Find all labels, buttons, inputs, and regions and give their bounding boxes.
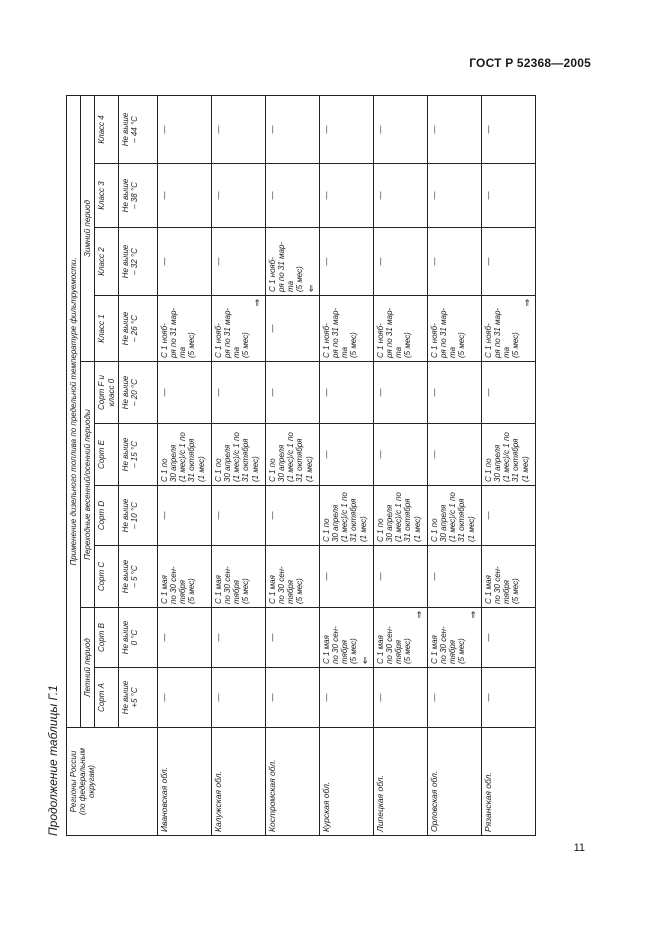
- empty-cell-dash: [481, 486, 535, 546]
- cell-text: —: [429, 572, 439, 581]
- period-cell: [157, 296, 211, 362]
- cell-text: С 1 мая по 30 сен- тября (5 мес): [159, 566, 197, 604]
- empty-cell-dash: [427, 424, 481, 486]
- grade-header: Сорт E: [95, 424, 118, 486]
- temperature-limit-header: Не выше – 44 °С: [118, 95, 157, 163]
- cell-text: С 1 мая по 30 сен- тября (5 мес): [429, 626, 467, 664]
- cell-text: —: [375, 388, 385, 397]
- cell-text: —: [267, 633, 277, 642]
- temperature-limit-header: Не выше – 15 °С: [118, 424, 157, 486]
- cell-text: С 1 нояб- ря по 31 мар- та (5 мес): [213, 307, 251, 358]
- empty-cell-dash: [265, 95, 319, 163]
- table-row: [481, 95, 535, 835]
- grade-header: Сорт C: [95, 546, 118, 608]
- empty-cell-dash: [211, 668, 265, 728]
- cell-text: С 1 мая по 30 сен- тября (5 мес): [321, 626, 359, 664]
- cell-text: —: [321, 257, 331, 266]
- cell-text: —: [375, 693, 385, 702]
- period-cell: [481, 424, 535, 486]
- period-cell: [265, 228, 319, 296]
- empty-cell-dash: [427, 362, 481, 424]
- empty-cell-dash: [157, 486, 211, 546]
- cell-text: —: [159, 693, 169, 702]
- period-cell: [319, 608, 373, 668]
- cell-text: —: [267, 125, 277, 134]
- region-name: Ивановская обл.: [157, 728, 211, 836]
- empty-cell-dash: [427, 228, 481, 296]
- empty-cell-dash: [157, 362, 211, 424]
- cell-text: —: [483, 633, 493, 642]
- region-name: Рязанская обл.: [481, 728, 535, 836]
- temperature-limit-header: Не выше 0 °С: [118, 608, 157, 668]
- table-row: [157, 95, 211, 835]
- empty-cell-dash: [373, 424, 427, 486]
- cell-text: —: [213, 633, 223, 642]
- region-name: Орловская обл.: [427, 728, 481, 836]
- temperature-limit-header: Не выше – 5 °С: [118, 546, 157, 608]
- period-cell: [211, 546, 265, 608]
- empty-cell-dash: [157, 228, 211, 296]
- grade-header: Класс 2: [95, 228, 118, 296]
- temperature-limit-header: Не выше – 20 °С: [118, 362, 157, 424]
- grade-header-row: [95, 95, 118, 835]
- cell-text: —: [483, 511, 493, 520]
- cell-text: —: [321, 693, 331, 702]
- empty-cell-dash: [373, 228, 427, 296]
- empty-cell-dash: [157, 608, 211, 668]
- cell-text: —: [483, 388, 493, 397]
- period-cell: [481, 546, 535, 608]
- cell-text: —: [375, 450, 385, 459]
- grade-header: Сорт A: [95, 668, 118, 728]
- cell-text: —: [429, 693, 439, 702]
- cell-text: С 1 по 30 апреля (1 мес)/с 1 по 31 октября (1 мес): [429, 492, 476, 542]
- cell-text: —: [375, 572, 385, 581]
- cell-text: —: [429, 191, 439, 200]
- empty-cell-dash: [319, 228, 373, 296]
- empty-cell-dash: [481, 362, 535, 424]
- empty-cell-dash: [211, 164, 265, 228]
- arrow-right-icon: ⇒: [413, 611, 424, 619]
- empty-cell-dash: [373, 546, 427, 608]
- cell-text: —: [213, 191, 223, 200]
- arrow-left-icon: ⇐: [359, 656, 370, 664]
- page-number: 11: [573, 842, 585, 854]
- temperature-limit-header: Не выше +5 °С: [118, 668, 157, 728]
- cell-text: С 1 мая по 30 сен- тября (5 мес): [267, 566, 305, 604]
- arrow-left-icon: ⇐: [305, 284, 316, 292]
- cell-text: —: [429, 388, 439, 397]
- cell-text: С 1 мая по 30 сен- тября (5 мес): [375, 626, 413, 664]
- limit-header-row: [118, 95, 157, 835]
- cell-text: С 1 нояб- ря по 31 мар- та (5 мес): [321, 307, 359, 358]
- cell-text: —: [267, 693, 277, 702]
- period-cell: [373, 486, 427, 546]
- rotated-table-page: [46, 96, 588, 836]
- table-row: [211, 95, 265, 835]
- cell-text: —: [483, 257, 493, 266]
- cell-text: С 1 нояб- ря по 31 мар- та (5 мес): [429, 307, 467, 358]
- cell-text: —: [429, 257, 439, 266]
- region-name: Липецкая обл.: [373, 728, 427, 836]
- empty-cell-dash: [481, 95, 535, 163]
- empty-cell-dash: [265, 608, 319, 668]
- cell-text: С 1 по 30 апреля (1 мес)/с 1 по 31 октября (1 мес): [375, 492, 422, 542]
- period-cell: [373, 608, 427, 668]
- empty-cell-dash: [481, 668, 535, 728]
- cell-text: —: [159, 257, 169, 266]
- empty-cell-dash: [427, 546, 481, 608]
- period-cell: [373, 296, 427, 362]
- region-name: Костромская обл.: [265, 728, 319, 836]
- table-continuation-caption: Продолжение таблицы Г.1: [46, 685, 60, 836]
- region-name: Калужская обл.: [211, 728, 265, 836]
- cell-text: —: [483, 693, 493, 702]
- cell-text: —: [429, 450, 439, 459]
- empty-cell-dash: [157, 164, 211, 228]
- cell-text: С 1 по 30 апреля (1 мес)/с 1 по 31 октября (1 мес): [159, 432, 206, 482]
- cell-text: —: [429, 125, 439, 134]
- summer-period-header: Летний период: [81, 608, 95, 728]
- winter-period-header: Зимний период: [81, 95, 95, 361]
- cell-text: —: [159, 125, 169, 134]
- cell-text: —: [267, 511, 277, 520]
- empty-cell-dash: [319, 546, 373, 608]
- empty-cell-dash: [265, 668, 319, 728]
- cell-text: С 1 мая по 30 сен- тября (5 мес): [213, 566, 251, 604]
- cell-text: С 1 по 30 апреля (1 мес)/с 1 по 31 октября (1 мес): [483, 432, 530, 482]
- arrow-right-icon: ⇒: [467, 611, 478, 619]
- empty-cell-dash: [211, 362, 265, 424]
- empty-cell-dash: [211, 228, 265, 296]
- empty-cell-dash: [211, 486, 265, 546]
- period-cell: [319, 486, 373, 546]
- table-row: [319, 95, 373, 835]
- temperature-limit-header: Не выше – 32 °С: [118, 228, 157, 296]
- period-cell: [157, 424, 211, 486]
- cell-text: —: [321, 191, 331, 200]
- transitional-period-header: Переходные весенний/осенний периоды: [81, 362, 95, 608]
- empty-cell-dash: [211, 95, 265, 163]
- period-cell: [427, 486, 481, 546]
- cell-text: —: [483, 191, 493, 200]
- empty-cell-dash: [427, 95, 481, 163]
- grade-header: Класс 4: [95, 95, 118, 163]
- empty-cell-dash: [157, 668, 211, 728]
- period-cell: [319, 296, 373, 362]
- empty-cell-dash: [481, 228, 535, 296]
- empty-cell-dash: [427, 164, 481, 228]
- table-body: [157, 95, 535, 835]
- empty-cell-dash: [265, 164, 319, 228]
- grade-header: Сорт B: [95, 608, 118, 668]
- table-row: [373, 95, 427, 835]
- cell-text: С 1 по 30 апреля (1 мес)/с 1 по 31 октября (1 мес): [267, 432, 314, 482]
- empty-cell-dash: [319, 95, 373, 163]
- cell-text: —: [213, 693, 223, 702]
- cell-text: —: [321, 450, 331, 459]
- cell-text: С 1 нояб- ря по 31 мар- та (5 мес): [483, 307, 521, 358]
- period-cell: [265, 424, 319, 486]
- cell-text: —: [267, 324, 277, 333]
- period-cell: [211, 424, 265, 486]
- cell-text: С 1 нояб- ря по 31 мар- та (5 мес): [267, 241, 305, 292]
- cell-text: —: [375, 191, 385, 200]
- cell-text: С 1 нояб- ря по 31 мар- та (5 мес): [375, 307, 413, 358]
- temperature-limit-header: Не выше – 26 °С: [118, 296, 157, 362]
- period-cell: [157, 546, 211, 608]
- region-header: Регионы России (по федеральным округам): [67, 728, 158, 836]
- grade-header: Класс 1: [95, 296, 118, 362]
- period-cell: [427, 608, 481, 668]
- cell-text: —: [213, 511, 223, 520]
- cell-text: С 1 мая по 30 сен- тября (5 мес): [483, 566, 521, 604]
- cell-text: —: [159, 388, 169, 397]
- empty-cell-dash: [265, 486, 319, 546]
- cell-text: —: [483, 125, 493, 134]
- cell-text: С 1 нояб- ря по 31 мар- та (5 мес): [159, 307, 197, 358]
- empty-cell-dash: [319, 668, 373, 728]
- cell-text: С 1 по 30 апреля (1 мес)/с 1 по 31 октября (1 мес): [213, 432, 260, 482]
- cell-text: —: [321, 125, 331, 134]
- empty-cell-dash: [157, 95, 211, 163]
- cell-text: —: [321, 572, 331, 581]
- period-cell: [265, 546, 319, 608]
- temperature-limit-header: Не выше – 38 °С: [118, 164, 157, 228]
- arrow-right-icon: ⇒: [521, 299, 532, 307]
- temperature-limit-header: Не выше – 10 °С: [118, 486, 157, 546]
- arrow-right-icon: ⇒: [251, 299, 262, 307]
- grade-header: Класс 3: [95, 164, 118, 228]
- cell-text: —: [213, 125, 223, 134]
- empty-cell-dash: [373, 668, 427, 728]
- period-cell: [481, 296, 535, 362]
- standard-code: ГОСТ Р 52368—2005: [469, 56, 591, 70]
- cell-text: —: [375, 257, 385, 266]
- cell-text: —: [159, 633, 169, 642]
- period-cell: [211, 296, 265, 362]
- empty-cell-dash: [265, 362, 319, 424]
- empty-cell-dash: [319, 164, 373, 228]
- cell-text: —: [213, 257, 223, 266]
- period-cell: [427, 296, 481, 362]
- empty-cell-dash: [373, 164, 427, 228]
- grade-header: Сорт F и класс 0: [95, 362, 118, 424]
- empty-cell-dash: [427, 668, 481, 728]
- table-row: [427, 95, 481, 835]
- cell-text: —: [267, 388, 277, 397]
- region-name: Курская обл.: [319, 728, 373, 836]
- empty-cell-dash: [319, 362, 373, 424]
- cell-text: —: [321, 388, 331, 397]
- empty-cell-dash: [373, 95, 427, 163]
- cell-text: —: [159, 191, 169, 200]
- cell-text: С 1 по 30 апреля (1 мес)/с 1 по 31 октября (1 мес): [321, 492, 368, 542]
- fuel-usage-table: [66, 95, 536, 836]
- empty-cell-dash: [481, 608, 535, 668]
- cell-text: —: [375, 125, 385, 134]
- empty-cell-dash: [211, 608, 265, 668]
- empty-cell-dash: [319, 424, 373, 486]
- empty-cell-dash: [481, 164, 535, 228]
- cell-text: —: [213, 388, 223, 397]
- empty-cell-dash: [265, 296, 319, 362]
- empty-cell-dash: [373, 362, 427, 424]
- table-row: [265, 95, 319, 835]
- main-header: Применение дизельного топлива по предельной температуре фильтруемости.: [67, 95, 81, 727]
- grade-header: Сорт D: [95, 486, 118, 546]
- cell-text: —: [159, 511, 169, 520]
- cell-text: —: [267, 191, 277, 200]
